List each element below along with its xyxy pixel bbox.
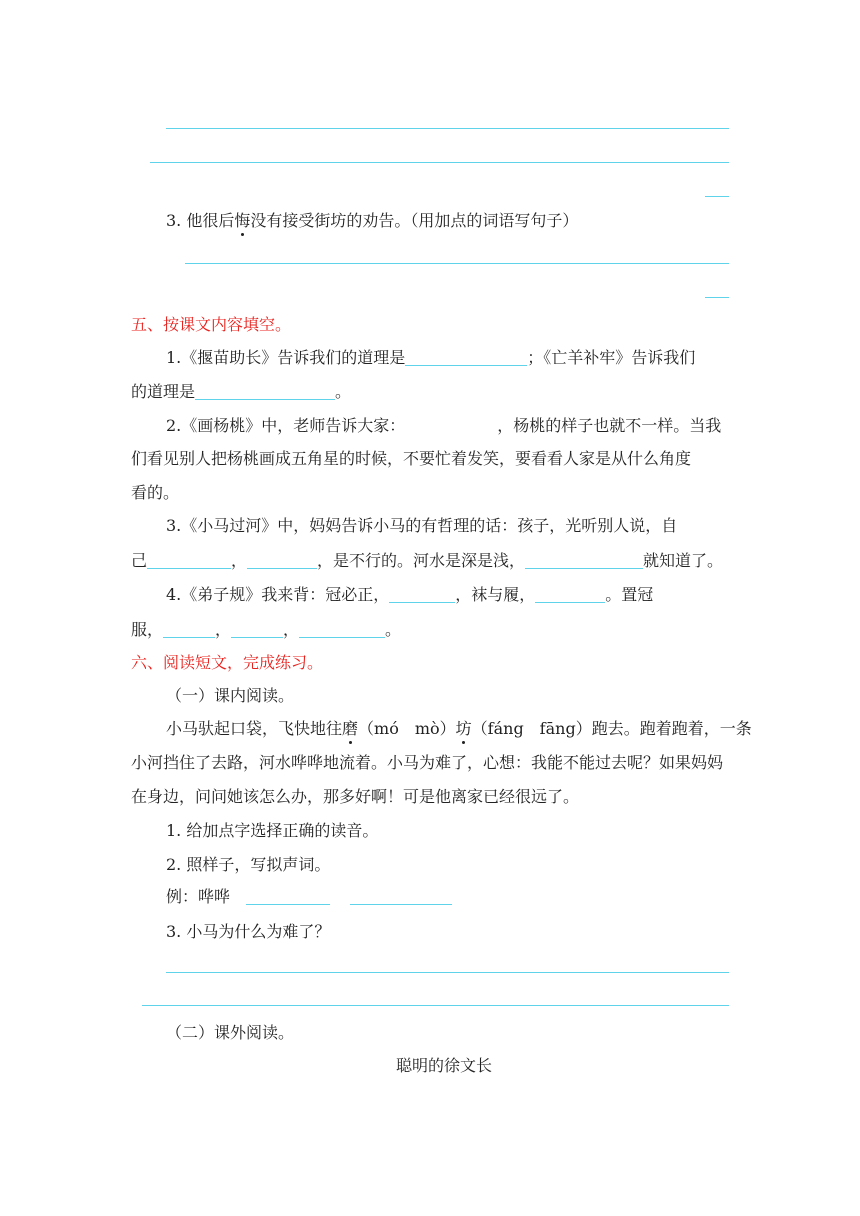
fill-blank[interactable] bbox=[525, 552, 643, 569]
section-heading-6: 六、阅读短文，完成练习。 bbox=[131, 653, 324, 672]
question-s4-q3: 3. 他很后悔没有接受街坊的劝告。（用加点的词语写句子） bbox=[166, 211, 579, 230]
s5-q3-line2: 己 ， ，是不行的。河水是深是浅， 就知道了。 bbox=[131, 551, 724, 570]
dotted-char: 坊 bbox=[455, 719, 472, 738]
passage-line1: 小马驮起口袋，飞快地往磨（mó mò）坊（fáng fāng）跑去。跑着跑着，一条 bbox=[166, 719, 752, 738]
answer-line[interactable] bbox=[185, 263, 729, 264]
answer-line[interactable] bbox=[142, 1005, 729, 1006]
s6-q3: 3. 小马为什么为难了？ bbox=[166, 922, 331, 941]
s6-q1: 1. 给加点字选择正确的读音。 bbox=[166, 821, 379, 840]
fill-blank[interactable] bbox=[350, 888, 452, 905]
fill-blank[interactable] bbox=[405, 349, 527, 366]
fill-blank[interactable] bbox=[247, 552, 317, 569]
s6-q2: 2. 照样子，写拟声词。 bbox=[166, 855, 331, 874]
fill-blank[interactable] bbox=[246, 888, 330, 905]
passage-line3: 在身边，问问她该怎么办，那多好啊！可是他离家已经很远了。 bbox=[131, 787, 580, 806]
s5-q3-line1: 3.《小马过河》中，妈妈告诉小马的有哲理的话：孩子，光听别人说，自 bbox=[166, 516, 678, 535]
subsection-outclass: （二）课外阅读。 bbox=[166, 1023, 295, 1042]
s5-q1-line2: 的道理是 。 bbox=[131, 382, 352, 401]
fill-blank[interactable] bbox=[231, 621, 283, 638]
answer-line[interactable] bbox=[150, 162, 729, 163]
dotted-char: 磨 bbox=[342, 719, 359, 738]
s5-q4-line1: 4.《弟子规》我来背：冠必正， ，袜与履， 。置冠 bbox=[166, 585, 654, 604]
fill-blank[interactable] bbox=[147, 552, 231, 569]
answer-line[interactable] bbox=[166, 128, 729, 129]
fill-blank[interactable] bbox=[299, 621, 385, 638]
fill-blank[interactable] bbox=[389, 586, 455, 603]
fill-blank[interactable] bbox=[195, 383, 335, 400]
fill-blank[interactable] bbox=[535, 586, 605, 603]
s5-q2-line2: 们看见别人把杨桃画成五角星的时候，不要忙着发笑，要看看人家是从什么角度 bbox=[131, 449, 692, 468]
s5-q4-line2: 服， ， ， 。 bbox=[131, 620, 402, 639]
subsection-inclass: （一）课内阅读。 bbox=[166, 686, 295, 705]
section-heading-5: 五、按课文内容填空。 bbox=[131, 315, 292, 334]
answer-line-end[interactable] bbox=[705, 196, 729, 197]
s6-q2-example: 例：哗哗 bbox=[166, 887, 452, 907]
s5-q2-line1: 2.《画杨桃》中，老师告诉大家： ，杨桃的样子也就不一样。当我 bbox=[166, 416, 722, 435]
s5-q2-line3: 看的。 bbox=[131, 483, 180, 502]
passage-line2: 小河挡住了去路，河水哗哗地流着。小马为难了，心想：我能不能过去呢？如果妈妈 bbox=[131, 753, 724, 772]
fill-blank[interactable] bbox=[163, 621, 215, 638]
answer-line-end[interactable] bbox=[705, 297, 729, 298]
story-title: 聪明的徐文长 bbox=[396, 1056, 493, 1075]
dotted-char: 悔 bbox=[234, 211, 251, 230]
answer-line[interactable] bbox=[166, 972, 729, 973]
s5-q1-line1: 1.《揠苗助长》告诉我们的道理是 ；《亡羊补牢》告诉我们 bbox=[166, 348, 696, 367]
